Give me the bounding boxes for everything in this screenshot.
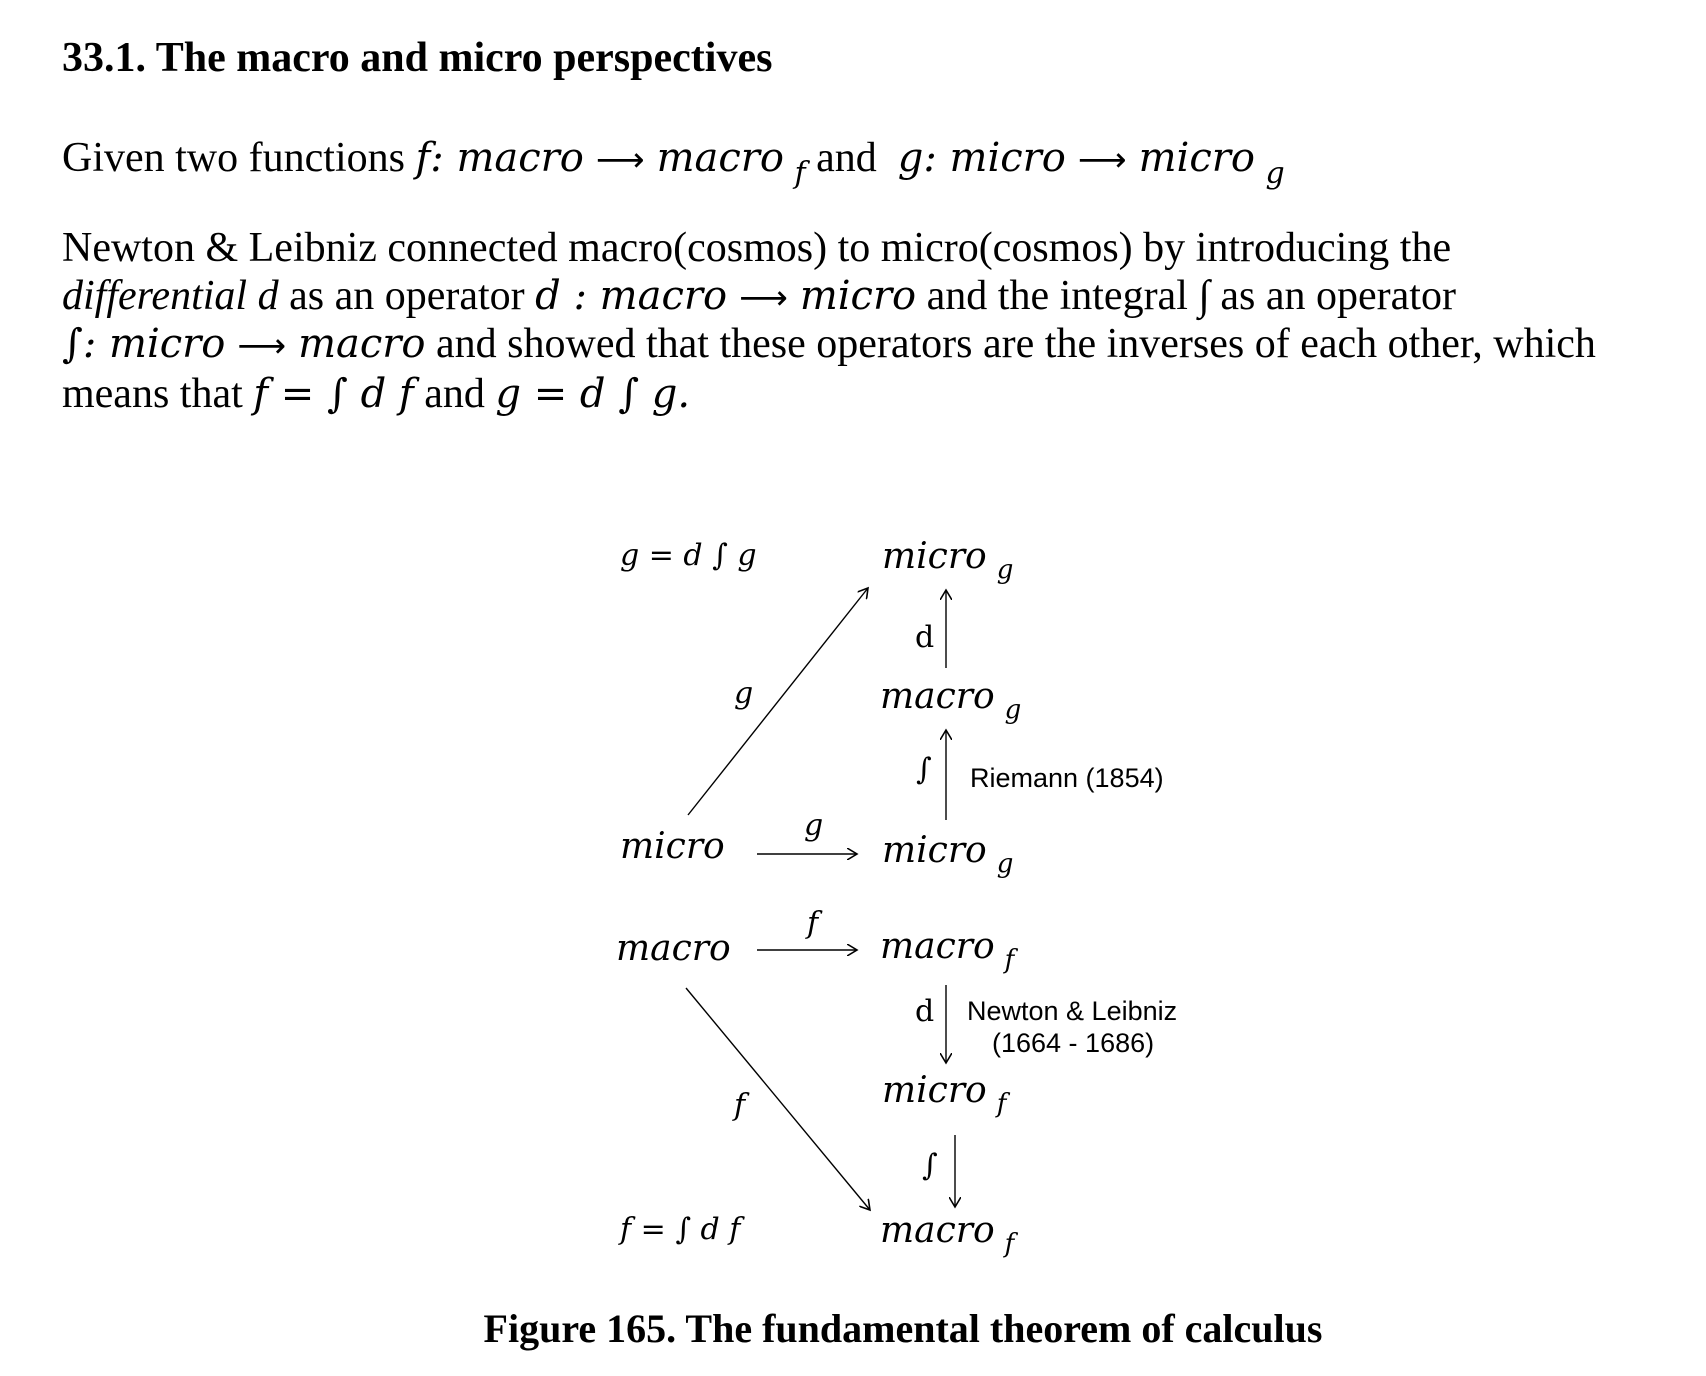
- macro-g-text: macro: [880, 676, 995, 717]
- d-operator-arrow: ⟶: [739, 278, 788, 318]
- operator-text: as an operator: [278, 273, 536, 319]
- eq-f-label: f = ∫ d f: [620, 1212, 741, 1247]
- micro-g-top-text: micro: [882, 536, 987, 577]
- means-that-text: means that: [62, 371, 254, 417]
- d-up-label: d: [915, 620, 935, 655]
- f-identity: f = ∫ d f: [253, 371, 414, 417]
- micro-g-mid-node: [882, 830, 1014, 879]
- macro-f-top-subscript: f: [1004, 945, 1015, 975]
- micro-g-top-subscript: g: [996, 555, 1014, 585]
- newton-leibniz-note: Newton & Leibniz: [967, 996, 1178, 1026]
- micro-g-top-node: [882, 536, 1014, 585]
- macro-f-bottom-subscript: f: [1004, 1229, 1015, 1259]
- integral-operator-arrow: ⟶: [237, 326, 287, 366]
- f-codomain-subscript: f: [794, 156, 806, 191]
- g-signature: g: micro: [897, 135, 1066, 181]
- micro-f-text: micro: [882, 1070, 987, 1111]
- integral-operator-codomain: macro: [298, 321, 426, 367]
- micro-g-mid-text: micro: [882, 830, 987, 871]
- section-heading: 33.1. The macro and micro perspectives: [62, 35, 773, 81]
- g-codomain: micro: [1138, 135, 1255, 181]
- integral-down-label: ∫: [922, 1148, 938, 1183]
- macro-f-top-node: [880, 926, 1015, 975]
- diagonal-g-label: g: [734, 676, 754, 711]
- f-arrow: ⟶: [595, 140, 645, 180]
- differential-term: differential d: [62, 273, 279, 319]
- integral-up-label: ∫: [916, 752, 932, 787]
- and-word-2: and: [413, 371, 496, 417]
- arrow-f-label: f: [807, 906, 819, 941]
- riemann-note: Riemann (1854): [970, 763, 1164, 793]
- macro-node: macro: [616, 928, 731, 969]
- functions-prefix: Given two functions: [62, 135, 416, 181]
- macro-f-bottom-node: [880, 1210, 1015, 1259]
- inverse-text: and showed that these operators are the inverses of each other, which: [425, 321, 1596, 367]
- micro-node: micro: [620, 826, 725, 867]
- macro-g-node: [880, 676, 1022, 725]
- f-codomain: macro: [656, 135, 784, 181]
- micro-f-subscript: f: [996, 1089, 1007, 1119]
- and-word: and: [805, 135, 888, 181]
- micro-f-node: [882, 1070, 1007, 1119]
- integral-operator-domain: ∫: micro: [62, 321, 226, 367]
- g-arrow: ⟶: [1077, 140, 1127, 180]
- d-operator-codomain: micro: [799, 273, 917, 319]
- macro-g-subscript: g: [1004, 695, 1022, 725]
- paragraph-line-1: Newton & Leibniz connected macro(cosmos) to micro(cosmos) by introducing the: [62, 225, 1452, 271]
- eq-g-label: g = d ∫ g: [620, 538, 757, 573]
- newton-leibniz-years: (1664 - 1686): [992, 1028, 1155, 1058]
- diagonal-arrow-f: [686, 988, 870, 1210]
- micro-g-mid-subscript: g: [996, 849, 1014, 879]
- figure-caption: Figure 165. The fundamental theorem of calculus: [483, 1306, 1323, 1351]
- g-codomain-subscript: g: [1265, 156, 1285, 191]
- diagonal-f-label: f: [734, 1088, 746, 1123]
- arrow-g-label: g: [804, 808, 824, 843]
- d-down-label: d: [915, 994, 935, 1029]
- d-operator-domain: d : macro: [535, 273, 728, 319]
- diagonal-arrow-g: [688, 588, 868, 815]
- macro-f-top-text: macro: [880, 926, 995, 967]
- g-identity: g = d ∫ g.: [495, 371, 691, 417]
- macro-f-bottom-text: macro: [880, 1210, 995, 1251]
- f-signature: f: macro: [415, 135, 584, 181]
- integral-text: and the integral ∫ as an operator: [916, 273, 1456, 319]
